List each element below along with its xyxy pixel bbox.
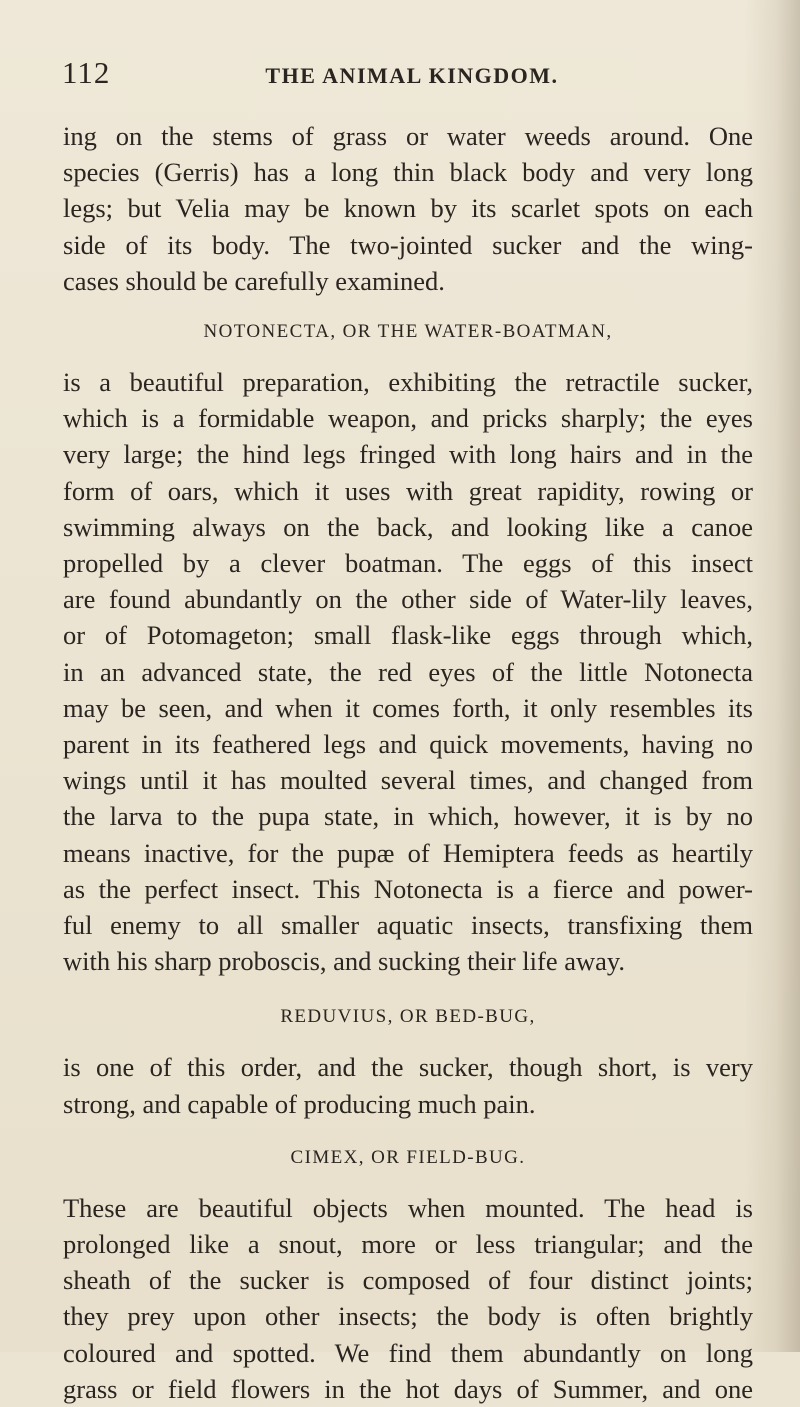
running-title: THE ANIMAL KINGDOM. bbox=[265, 63, 559, 88]
paragraph-gerris bbox=[63, 118, 753, 299]
text-line: wings until it has moulted several times, and changed from bbox=[63, 765, 753, 796]
text-line: coloured and spotted. We find them abundantly on long bbox=[63, 1337, 753, 1368]
text-line: in an advanced state, the red eyes of the little Notonecta bbox=[63, 656, 753, 687]
section-heading-cimex: CIMEX, OR FIELD-BUG. bbox=[290, 1146, 526, 1168]
text-line: is a beautiful preparation, exhibiting the retractile sucker, bbox=[63, 367, 753, 398]
text-line: the larva to the pupa state, in which, however, it is by no bbox=[63, 801, 753, 832]
paragraph-reduvius bbox=[63, 1049, 753, 1121]
page-number: 112 bbox=[62, 55, 111, 90]
text-line: ful enemy to all smaller aquatic insects, transfixing them bbox=[63, 910, 753, 941]
body-text bbox=[63, 118, 753, 1407]
text-line: swimming always on the back, and looking like a canoe bbox=[63, 511, 753, 542]
text-line: which is a formidable weapon, and pricks sharply; the eyes bbox=[63, 403, 753, 434]
text-line: as the perfect insect. This Notonecta is a fierce and power- bbox=[63, 873, 753, 904]
text-line: species (Gerris) has a long thin black body and very long bbox=[63, 157, 753, 188]
page-header bbox=[62, 55, 742, 95]
section-heading-reduvius: REDUVIUS, OR BED-BUG, bbox=[280, 1006, 536, 1028]
text-line: ing on the stems of grass or water weeds around. One bbox=[63, 121, 753, 151]
text-line: grass or field flowers in the hot days of Summer, and one bbox=[63, 1373, 753, 1404]
text-line: cases should be carefully examined. bbox=[63, 265, 445, 296]
text-line: propelled by a clever boatman. The eggs of this insect bbox=[63, 548, 753, 579]
text-line: parent in its feathered legs and quick movements, having no bbox=[63, 729, 753, 760]
text-line: form of oars, which it uses with great rapidity, rowing or bbox=[63, 475, 753, 506]
text-line: with his sharp proboscis, and sucking their life away. bbox=[63, 946, 626, 977]
text-line: means inactive, for the pupæ of Hemiptera feeds as heartily bbox=[63, 837, 753, 868]
paragraph-notonecta bbox=[63, 364, 753, 979]
text-line: may be seen, and when it comes forth, it only resembles its bbox=[63, 692, 753, 723]
text-line: strong, and capable of producing much pain. bbox=[63, 1088, 536, 1119]
text-line: side of its body. The two-jointed sucker and the wing- bbox=[63, 229, 753, 260]
text-line: is one of this order, and the sucker, though short, is very bbox=[63, 1052, 753, 1083]
text-line: These are beautiful objects when mounted. The head is bbox=[63, 1192, 753, 1223]
section-heading-notonecta: NOTONECTA, OR THE WATER-BOATMAN, bbox=[203, 321, 613, 343]
text-line: legs; but Velia may be known by its scarlet spots on each bbox=[63, 193, 753, 224]
text-line: are found abundantly on the other side of Water-lily leaves, bbox=[63, 584, 753, 615]
paragraph-cimex bbox=[63, 1190, 753, 1407]
text-line: sheath of the sucker is composed of four distinct joints; bbox=[63, 1265, 753, 1296]
text-line: or of Potomageton; small flask-like eggs through which, bbox=[63, 620, 753, 651]
text-line: they prey upon other insects; the body is often brightly bbox=[63, 1301, 753, 1332]
text-line: prolonged like a snout, more or less triangular; and the bbox=[63, 1229, 753, 1260]
text-line: very large; the hind legs fringed with long hairs and in the bbox=[63, 439, 753, 470]
